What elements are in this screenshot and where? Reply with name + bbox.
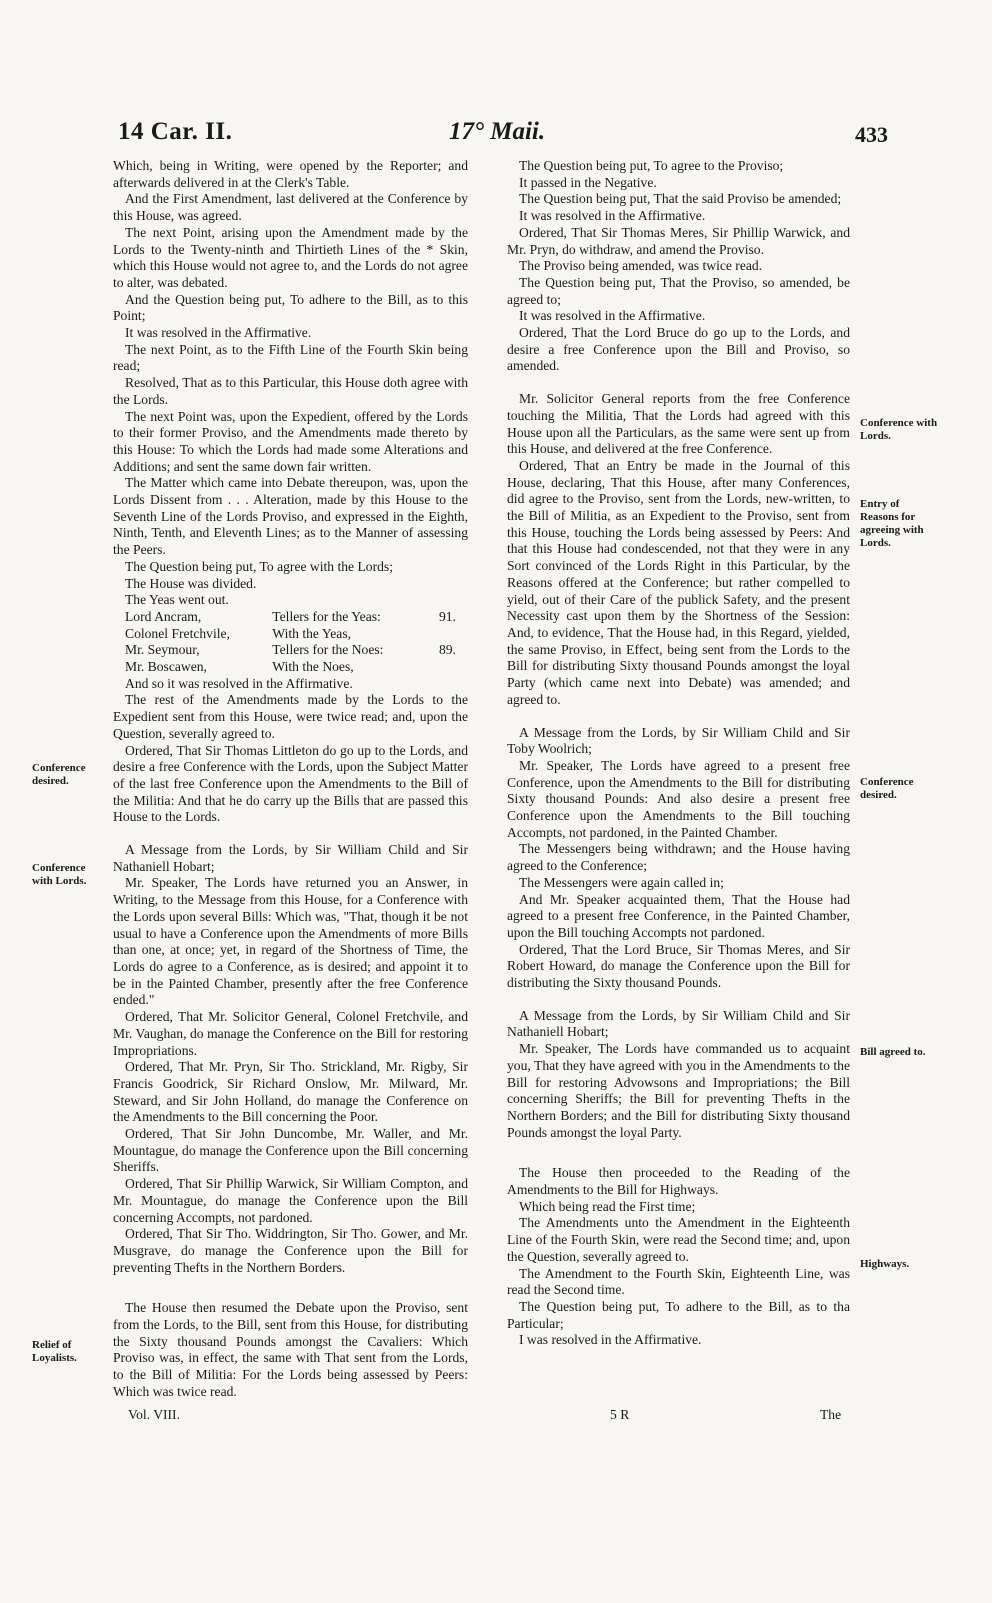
teller-row [125, 609, 468, 626]
paragraph: Ordered, That Sir Thomas Littleton do go up to the Lords, and desire a free Conference with the Lords, upon the Subject Matter of the last free Conference upon the Amendments to the Bill of the Militia: And that he do carry up the Bills that are passed this House to the Lords. [113, 742, 468, 825]
paragraph: The Messengers being withdrawn; and the House having agreed to the Conference; [507, 841, 850, 874]
margin-note-conference-desired-right: Conference desired. [860, 776, 914, 801]
margin-note-conference-with-lords-right: Conference with Lords. [860, 417, 938, 442]
tellers-table [113, 609, 468, 676]
teller-name: Mr. Boscawen, [125, 659, 207, 675]
paragraph: Mr. Speaker, The Lords have commanded us to acquaint you, That they have agreed with you in the Amendments to the Bill for restoring Advowsons and Impropriations; the Bill concerning Sheriffs; the Bill for preventing Thefts in the Northern Borders; and the Bill for distributing Sixty thousand Pounds amongst the loyal Party. [507, 1041, 850, 1140]
teller-name: Lord Ancram, [125, 608, 202, 624]
paragraph: The Question being put, That the said Proviso be amended; [519, 191, 842, 207]
left-column [113, 158, 468, 1401]
paragraph: Mr. Solicitor General reports from the free Conference touching the Militia, That the Lords had agreed with this House upon all the Particulars, as the same were sent up from this House, and delivered at the free Conference. [507, 391, 850, 457]
paragraph: The Amendments unto the Amendment in the Eighteenth Line of the Fourth Skin, were read the Second time; and, upon the Question, severally agreed to. [507, 1215, 850, 1264]
paragraph: It was resolved in the Affirmative. [519, 308, 706, 324]
teller-name: Mr. Seymour, [125, 642, 200, 658]
paragraph: It was resolved in the Affirmative. [519, 208, 706, 224]
paragraph: And so it was resolved in the Affirmative. [125, 675, 353, 691]
paragraph: The rest of the Amendments made by the Lords to the Expedient sent from this House, were twice read; and, upon the Question, severally agreed to. [113, 692, 468, 741]
teller-name: Colonel Fretchvile, [125, 625, 230, 641]
paragraph: Ordered, That Sir Thomas Meres, Sir Phillip Warwick, and Mr. Pryn, do withdraw, and amend the Proviso. [507, 224, 850, 257]
paragraph: A Message from the Lords, by Sir William Child and Sir Nathaniell Hobart; [113, 842, 468, 874]
volume-footer: Vol. VIII. [128, 1407, 180, 1422]
paragraph: Mr. Speaker, The Lords have agreed to a present free Conference, upon the Amendments to the Bill for distributing Sixty thousand Pounds: And also desire a present free Conference upon the Amendments to the Bill touching Accompts, not pardoned, in the Painted Chamber. [507, 757, 850, 840]
page-number: 433 [855, 122, 888, 147]
teller-row [125, 626, 468, 643]
paragraph: It passed in the Negative. [519, 174, 657, 190]
margin-note-relief-of-loyalists: Relief of Loyalists. [32, 1339, 77, 1364]
paragraph: The Messengers were again called in; [519, 874, 724, 890]
paragraph: The Question being put, To adhere to the Bill, as to tha Particular; [507, 1299, 850, 1331]
paragraph: A Message from the Lords, by Sir William Child and Sir Nathaniell Hobart; [507, 1007, 850, 1040]
teller-row [125, 659, 468, 676]
paragraph: It was resolved in the Affirmative. [125, 325, 312, 341]
paragraph: And the First Amendment, last delivered at the Conference by this House, was agreed. [113, 191, 468, 224]
paragraph: And Mr. Speaker acquainted them, That the House had agreed to a present free Conference, in the Painted Chamber, upon the Bill touching Accompts not pardoned. [507, 891, 850, 940]
paragraph: The House then resumed the Debate upon the Proviso, sent from the Lords, to the Bill, sent from this House, for distributing the Sixty thousand Pounds amongst the Cavaliers: Which Proviso was, in effect, the same with That sent from the Lords, to the Bill of Militia: For the Lords being assessed by Peers: Which was twice read. [113, 1300, 468, 1399]
teller-role: Tellers for the Yeas: [272, 608, 381, 624]
teller-row [125, 642, 468, 659]
signature-mark: 5 R [610, 1407, 630, 1422]
paragraph: The next Point was, upon the Expedient, offered by the Lords to their former Proviso, and the Amendments made thereto by this House: To which the Lords had made some Alterations and Additions; and sent the same down fair written. [113, 408, 468, 474]
paragraph: The Yeas went out. [125, 592, 229, 608]
margin-note-entry-of-reasons: Entry of Reasons for agreeing with Lords. [860, 498, 924, 549]
paragraph: Ordered, That Mr. Pryn, Sir Tho. Strickland, Mr. Rigby, Sir Francis Goodrick, Sir Richard Onslow, Mr. Milward, Mr. Steward, and Sir John Holland, do manage the Conference on the Amendments to the Bill concerning the Poor. [113, 1059, 468, 1125]
paragraph: Ordered, That an Entry be made in the Journal of this House, declaring, That this House, after many Conferences, did agree to the Proviso, sent from the Lords, new-written, to the Bill of Militia, as an Expedient to the Proviso, sent from this House, touching the Lords being assessed by Peers: And that this House had condescended, not that they were in any Sort convinced of the Lords Right in this Particular, by the Reasons offered at the Conference; but rather compelled to yield, out of their Care of the publick Safety, and the present Necessity cast upon them by the Shortness of the Session: And, to evidence, That the House had, in this Regard, yielded, the same Proviso, in Effect, being sent from the Lords to the Bill for distributing Sixty thousand Pounds amongst the loyal Party (which came next into Debate) was amended; and agreed to. [507, 457, 850, 707]
paragraph: Which being read the First time; [519, 1198, 696, 1214]
margin-note-conference-with-lords: Conference with Lords. [32, 862, 87, 887]
regnal-year: 14 Car. II. [118, 118, 233, 145]
margin-note-bill-agreed-to: Bill agreed to. [860, 1046, 926, 1058]
paragraph: The Matter which came into Debate thereupon, was, upon the Lords Dissent from . . . Alteration, made by this House to the Seventh Line of the Lords Proviso, and expressed in the Eighth, Ninth, Tenth, and Eleventh Lines; as to the Manner of assessing the Peers. [113, 475, 468, 558]
date-heading: 17° Maii. [449, 118, 546, 145]
teller-role: With the Noes, [272, 659, 354, 675]
paragraph: The Amendment to the Fourth Skin, Eighteenth Line, was read the Second time. [507, 1265, 850, 1298]
paragraph: The Question being put, To agree to the Proviso; [519, 158, 784, 173]
paragraph: The next Point, as to the Fifth Line of the Fourth Skin being read; [113, 341, 468, 374]
paragraph: A Message from the Lords, by Sir William Child and Sir Toby Woolrich; [507, 724, 850, 757]
paragraph: The Proviso being amended, was twice read. [519, 258, 763, 274]
paragraph: Which, being in Writing, were opened by the Reporter; and afterwards delivered in at the Clerk's Table. [113, 158, 468, 190]
paragraph: Ordered, That Sir Tho. Widdrington, Sir Tho. Gower, and Mr. Musgrave, do manage the Conference upon the Bill for preventing Thefts in the Northern Borders. [113, 1226, 468, 1275]
teller-role: Tellers for the Noes: [272, 642, 384, 658]
vote-count-blank [439, 659, 468, 676]
paragraph: And the Question being put, To adhere to the Bill, as to this Point; [113, 291, 468, 324]
teller-role: With the Yeas, [272, 625, 352, 641]
vote-count-blank [439, 626, 468, 643]
paragraph: Ordered, That the Lord Bruce do go up to the Lords, and desire a free Conference upon the Bill and Proviso, so amended. [507, 325, 850, 374]
catchword: The [820, 1407, 842, 1422]
right-column [507, 158, 850, 1349]
paragraph: Ordered, That Mr. Solicitor General, Colonel Fretchvile, and Mr. Vaughan, do manage the Conference on the Bill for restoring Impropriations. [113, 1009, 468, 1058]
paragraph: Ordered, That Sir Phillip Warwick, Sir William Compton, and Mr. Mountague, do manage the Conference upon the Bill concerning Accompts, not pardoned. [113, 1176, 468, 1225]
paragraph: The Question being put, That the Proviso, so amended, be agreed to; [507, 274, 850, 307]
paragraph: The House then proceeded to the Reading of the Amendments to the Bill for Highways. [507, 1165, 850, 1198]
paragraph: I was resolved in the Affirmative. [519, 1332, 702, 1348]
paragraph: Resolved, That as to this Particular, this House doth agree with the Lords. [113, 375, 468, 407]
vote-count-noes: 89. [438, 642, 456, 658]
vote-count-yeas: 91. [438, 608, 456, 624]
margin-note-highways: Highways. [860, 1258, 910, 1270]
page-header [0, 118, 992, 154]
paragraph: Ordered, That Sir John Duncombe, Mr. Waller, and Mr. Mountague, do manage the Conference upon the Bill concerning Sheriffs. [113, 1126, 468, 1175]
margin-note-conference-desired: Conference desired. [32, 762, 86, 787]
paragraph: Mr. Speaker, The Lords have returned you an Answer, in Writing, to the Message from this House, for a Conference with the Lords upon several Bills: Which was, "That, though it be not usual to have a Conference upon the Amendments of more Bills than one, at once; yet, in regard of the Shortness of Time, the Lords do agree to a Conference, as is desired; and appoint it to be in the Painted Chamber, presently after the free Conference ended." [113, 875, 468, 1008]
paragraph: The next Point, arising upon the Amendment made by the Lords to the Twenty-ninth and Thirtieth Lines of the * Skin, which this House would not agree to, and the Lords do not agree to alter, was debated. [113, 224, 468, 290]
paragraph: The House was divided. [125, 575, 257, 591]
paragraph: Ordered, That the Lord Bruce, Sir Thomas Meres, and Sir Robert Howard, do manage the Conference upon the Bill for distributing the Sixty thousand Pounds. [507, 941, 850, 991]
paragraph: The Question being put, To agree with the Lords; [125, 558, 393, 574]
